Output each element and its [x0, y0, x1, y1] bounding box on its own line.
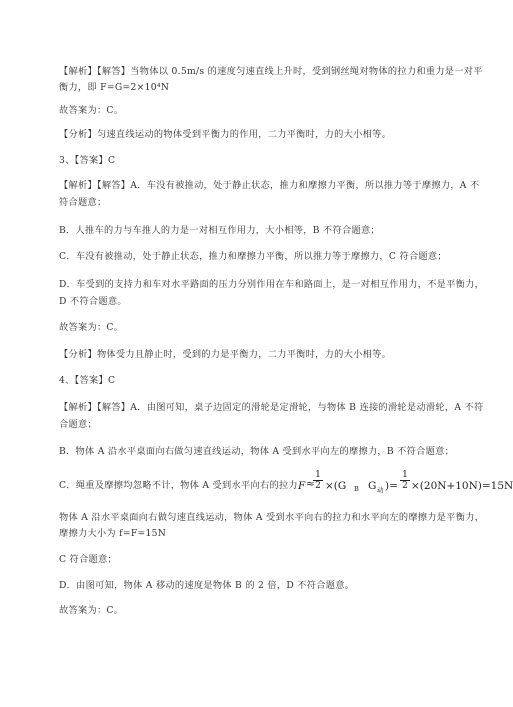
formula-rhs: ×(20N+10N)=15N	[411, 480, 513, 492]
formula-g: G	[368, 480, 377, 492]
text-line: 【分析】物体受力且静止时，受到的力是平衡力，二力平衡时，力的大小相等。	[59, 349, 392, 360]
text-line: D．由图可知，物体 A 移动的速度是物体 B 的 2 倍，D 不符合题意。	[59, 580, 355, 591]
text-line: 【分析】匀速直线运动的物体受到平衡力的作用，二力平衡时，力的大小相等。	[59, 129, 392, 140]
text-line: 衡力，即 F=G=2×10⁴N	[59, 82, 170, 93]
formula-sub-dong: 动	[377, 486, 384, 494]
text-line: 故答案为：C。	[59, 322, 124, 333]
text-line: C 符合题意；	[59, 554, 117, 565]
question-number: 4、【答案】C	[59, 375, 116, 386]
formula-mid: ×(G	[325, 480, 347, 492]
text-line: 【解析】【解答】A．车没有被推动，处于静止状态，推力和摩擦力平衡，所以推力等于摩擦力，A 不	[59, 180, 480, 191]
formula-lhs: F	[298, 480, 306, 492]
formula-approx: ≈	[306, 478, 315, 490]
text-line: D．车受到的支持力和车对水平路面的压力分别作用在车和路面上，是一对相互作用力，不是平衡力，	[59, 279, 485, 290]
text-line: 合题意；	[59, 419, 97, 430]
text-line: 【解析】【解答】A．由图可知，桌子边固定的滑轮是定滑轮，与物体 B 连接的滑轮是动滑轮，A 不符	[59, 402, 484, 413]
fraction-one-half: $\frac{1}{2}$	[313, 470, 323, 491]
text-line: C．绳重及摩擦均忽略不计，物体 A 受到水平向右的拉力	[59, 480, 298, 491]
text-line: 摩擦力大小为 f=F=15N	[59, 528, 167, 539]
text-line: 物体 A 沿水平桌面向右做匀速直线运动，物体 A 受到水平向右的拉力和水平向左的摩擦力是平衡力，	[59, 512, 485, 523]
question-number: 3、【答案】C	[59, 155, 116, 166]
text-line: C．车没有被推动，处于静止状态，推力和摩擦力平衡，所以推力等于摩擦力，C 符合题意；	[59, 251, 447, 262]
text-line: 故答案为：C。	[59, 605, 124, 616]
text-line: 【解析】【解答】当物体以 0.5m/s 的速度匀速直线上升时，受到钢丝绳对物体的拉力和重力是一对平	[59, 66, 483, 77]
formula-sub-b: B	[354, 485, 359, 493]
text-line: D 不符合题意。	[59, 296, 127, 307]
text-line: 故答案为：C。	[59, 105, 124, 116]
text-line: B．物体 A 沿水平桌面向右做匀速直线运动，物体 A 受到水平向左的摩擦力，B 不符合题意；	[59, 446, 455, 457]
fraction-one-half-2: $\frac{1}{2}$	[400, 470, 410, 491]
formula-eq: )=	[385, 480, 398, 492]
text-line: B．人推车的力与车推人的力是一对相互作用力，大小相等，B 不符合题意；	[59, 225, 380, 236]
text-line: 符合题意；	[59, 197, 107, 208]
